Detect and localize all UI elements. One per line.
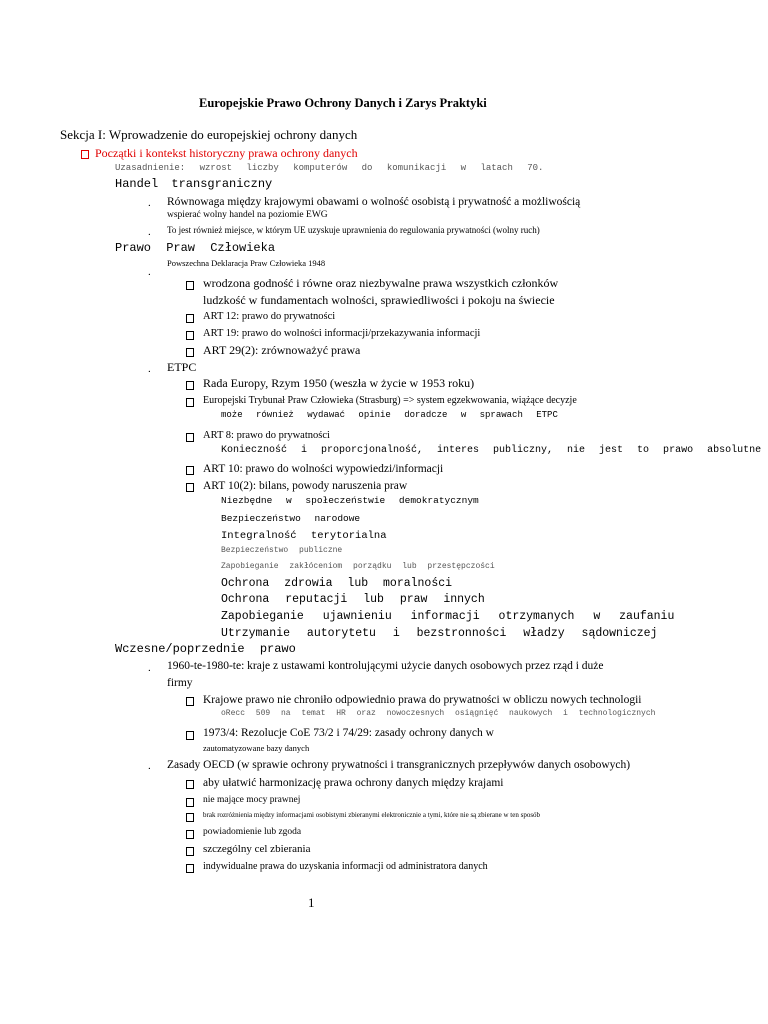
bullet-icon: . bbox=[148, 363, 151, 375]
checkbox-icon bbox=[81, 150, 89, 159]
checkbox-icon bbox=[186, 381, 194, 390]
text-line: szczególny cel zbierania bbox=[203, 843, 311, 855]
bullet-icon: . bbox=[148, 662, 151, 674]
text-line: Uzasadnienie: wzrost liczby komputerów do komunikacji w latach 70. bbox=[115, 163, 544, 173]
text-line: Zapobieganie ujawnieniu informacji otrzymanych w zaufaniu bbox=[221, 610, 675, 623]
text-line: brak rozróżnienia między informacjami osobistymi zbieranymi elektronicznie a tymi, które nie są zbierane w ten sposób bbox=[203, 811, 541, 819]
checkbox-icon bbox=[186, 398, 194, 407]
checkbox-icon bbox=[186, 331, 194, 340]
text-line: Zasady OECD (w sprawie ochrony prywatności i transgranicznych przepływów danych osobowych) bbox=[167, 759, 631, 771]
text-line: To jest również miejsce, w którym UE uzyskuje uprawnienia do regulowania prywatności (wolny ruch) bbox=[167, 225, 540, 235]
text-line: Powszechna Deklaracja Praw Człowieka 1948 bbox=[167, 258, 326, 268]
text-line: zautomatyzowane bazy danych bbox=[203, 743, 310, 753]
bullet-icon: . bbox=[148, 226, 151, 238]
text-line: Rada Europy, Rzym 1950 (weszła w życie w 1953 roku) bbox=[203, 376, 475, 390]
checkbox-icon bbox=[186, 780, 194, 789]
checkbox-icon bbox=[186, 731, 194, 740]
text-line: Konieczność i proporcjonalność, interes publiczny, nie jest to prawo absolutne bbox=[221, 445, 762, 456]
checkbox-icon bbox=[186, 314, 194, 323]
text-line: powiadomienie lub zgoda bbox=[203, 827, 302, 837]
checkbox-icon bbox=[186, 830, 194, 839]
text-line: 1960-te-1980-te: kraje z ustawami kontrolującymi użycie danych osobowych przez rząd i duże bbox=[167, 660, 604, 672]
subsection-heading: Początki i kontekst historyczny prawa ochrony danych bbox=[95, 146, 358, 160]
bullet-icon: . bbox=[148, 266, 151, 278]
text-line: ART 10: prawo do wolności wypowiedzi/informacji bbox=[203, 463, 444, 475]
checkbox-icon bbox=[186, 813, 194, 822]
text-line: wspierać wolny handel na poziomie EWG bbox=[167, 210, 328, 220]
topic-heading: Wczesne/poprzednie prawo bbox=[115, 642, 296, 656]
text-line: Ochrona zdrowia lub moralności bbox=[221, 577, 453, 590]
checkbox-icon bbox=[186, 466, 194, 475]
text-line: Zapobieganie zakłóceniom porządku lub przestępczości bbox=[221, 562, 495, 571]
checkbox-icon bbox=[186, 798, 194, 807]
text-line: ART 10(2): bilans, powody naruszenia praw bbox=[203, 480, 408, 492]
checkbox-icon bbox=[186, 483, 194, 492]
text-line: ludzkość w fundamentach wolności, sprawiedliwości i pokoju na świecie bbox=[203, 293, 555, 307]
text-line: Krajowe prawo nie chroniło odpowiednio prawa do prywatności w obliczu nowych technologii bbox=[203, 694, 642, 706]
bullet-icon: . bbox=[148, 760, 151, 772]
text-line: firmy bbox=[167, 677, 193, 689]
text-line: Bezpieczeństwo narodowe bbox=[221, 513, 361, 524]
topic-heading: Prawo Praw Człowieka bbox=[115, 241, 276, 255]
topic-heading: Handel transgraniczny bbox=[115, 177, 273, 191]
text-line: Utrzymanie autorytetu i bezstronności władzy sądowniczej bbox=[221, 627, 658, 640]
text-line: aby ułatwić harmonizację prawa ochrony danych między krajami bbox=[203, 777, 504, 789]
section-heading: Sekcja I: Wprowadzenie do europejskiej ochrony danych bbox=[60, 127, 358, 142]
text-line: oRecc 509 na temat HR oraz nowoczesnych osiągnięć naukowych i technologicznych bbox=[221, 709, 656, 718]
text-line: Bezpieczeństwo publiczne bbox=[221, 546, 343, 555]
text-line: może również wydawać opinie doradcze w sprawach ETPC bbox=[221, 410, 558, 420]
checkbox-icon bbox=[186, 697, 194, 706]
text-line: 1973/4: Rezolucje CoE 73/2 i 74/29: zasady ochrony danych w bbox=[203, 727, 494, 739]
text-line: Integralność terytorialna bbox=[221, 530, 387, 542]
checkbox-icon bbox=[186, 864, 194, 873]
bullet-icon: . bbox=[148, 197, 151, 209]
text-line: indywidualne prawa do uzyskania informacji od administratora danych bbox=[203, 861, 488, 872]
text-line: ART 19: prawo do wolności informacji/przekazywania informacji bbox=[203, 328, 481, 339]
checkbox-icon bbox=[186, 847, 194, 856]
text-line: wrodzona godność i równe oraz niezbywalne prawa wszystkich członków bbox=[203, 276, 559, 290]
checkbox-icon bbox=[186, 281, 194, 290]
page-number: 1 bbox=[308, 895, 315, 910]
text-line: ART 12: prawo do prywatności bbox=[203, 311, 336, 322]
text-line: nie mające mocy prawnej bbox=[203, 795, 301, 805]
checkbox-icon bbox=[186, 348, 194, 357]
text-line: Europejski Trybunał Praw Człowieka (Strasburg) => system egzekwowania, wiążące decyzje bbox=[203, 395, 577, 406]
text-line: ART 8: prawo do prywatności bbox=[203, 430, 330, 441]
text-line: Ochrona reputacji lub praw innych bbox=[221, 593, 485, 606]
checkbox-icon bbox=[186, 433, 194, 442]
text-line: ART 29(2): zrównoważyć prawa bbox=[203, 343, 361, 357]
document-title: Europejskie Prawo Ochrony Danych i Zarys Praktyki bbox=[199, 96, 487, 110]
text-line: Równowaga między krajowymi obawami o wolność osobistą i prywatność a możliwością bbox=[167, 196, 581, 208]
text-line: ETPC bbox=[167, 360, 197, 374]
text-line: Niezbędne w społeczeństwie demokratycznym bbox=[221, 495, 479, 506]
